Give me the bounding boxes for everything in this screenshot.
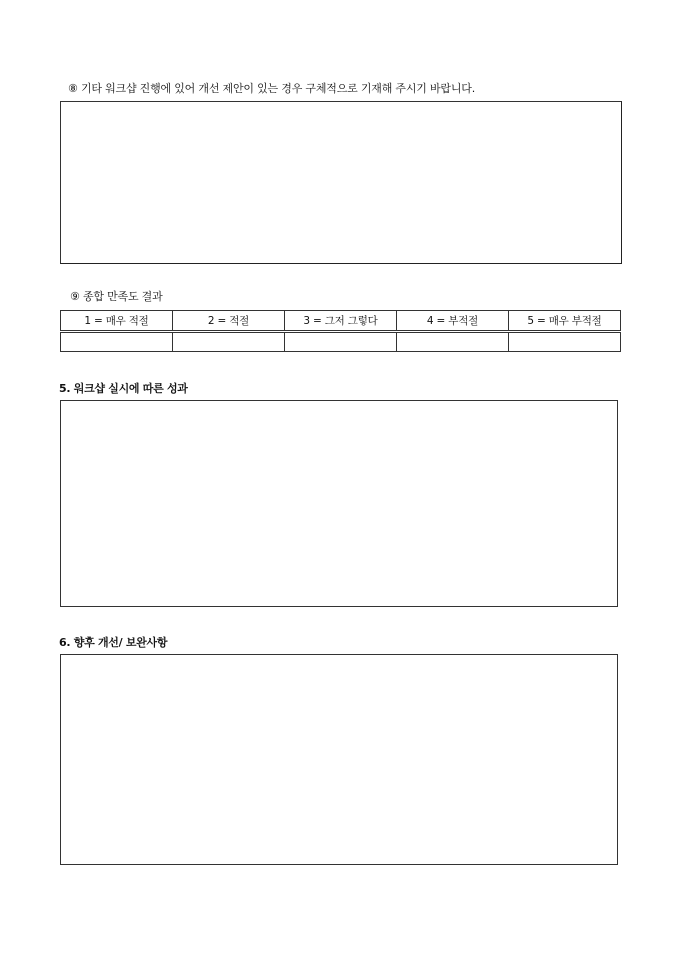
satisfaction-answer-3[interactable] xyxy=(285,332,397,352)
satisfaction-answer-2[interactable] xyxy=(173,332,285,352)
satisfaction-option-5: 5 = 매우 부적절 xyxy=(509,311,621,332)
satisfaction-option-4: 4 = 부적절 xyxy=(397,311,509,332)
section-6-answer-box[interactable] xyxy=(60,654,618,865)
satisfaction-answer-4[interactable] xyxy=(397,332,509,352)
satisfaction-table xyxy=(60,310,621,352)
satisfaction-option-2: 2 = 적절 xyxy=(173,311,285,332)
satisfaction-answer-5[interactable] xyxy=(509,332,621,352)
section-6-title: 6. 향후 개선/ 보완사항 xyxy=(59,636,168,649)
satisfaction-header-row xyxy=(61,311,621,332)
section-5-answer-box[interactable] xyxy=(60,400,618,607)
question-8-text: ⑧ 기타 워크샵 진행에 있어 개선 제안이 있는 경우 구체적으로 기재해 주시기 바랍니다. xyxy=(68,82,475,95)
question-8-answer-box[interactable] xyxy=(60,101,622,264)
question-9-text: ⑨ 종합 만족도 결과 xyxy=(70,290,163,303)
satisfaction-option-1: 1 = 매우 적절 xyxy=(61,311,173,332)
satisfaction-answer-row xyxy=(61,332,621,352)
section-5-title: 5. 워크샵 실시에 따른 성과 xyxy=(59,382,188,395)
satisfaction-option-3: 3 = 그저 그렇다 xyxy=(285,311,397,332)
satisfaction-answer-1[interactable] xyxy=(61,332,173,352)
